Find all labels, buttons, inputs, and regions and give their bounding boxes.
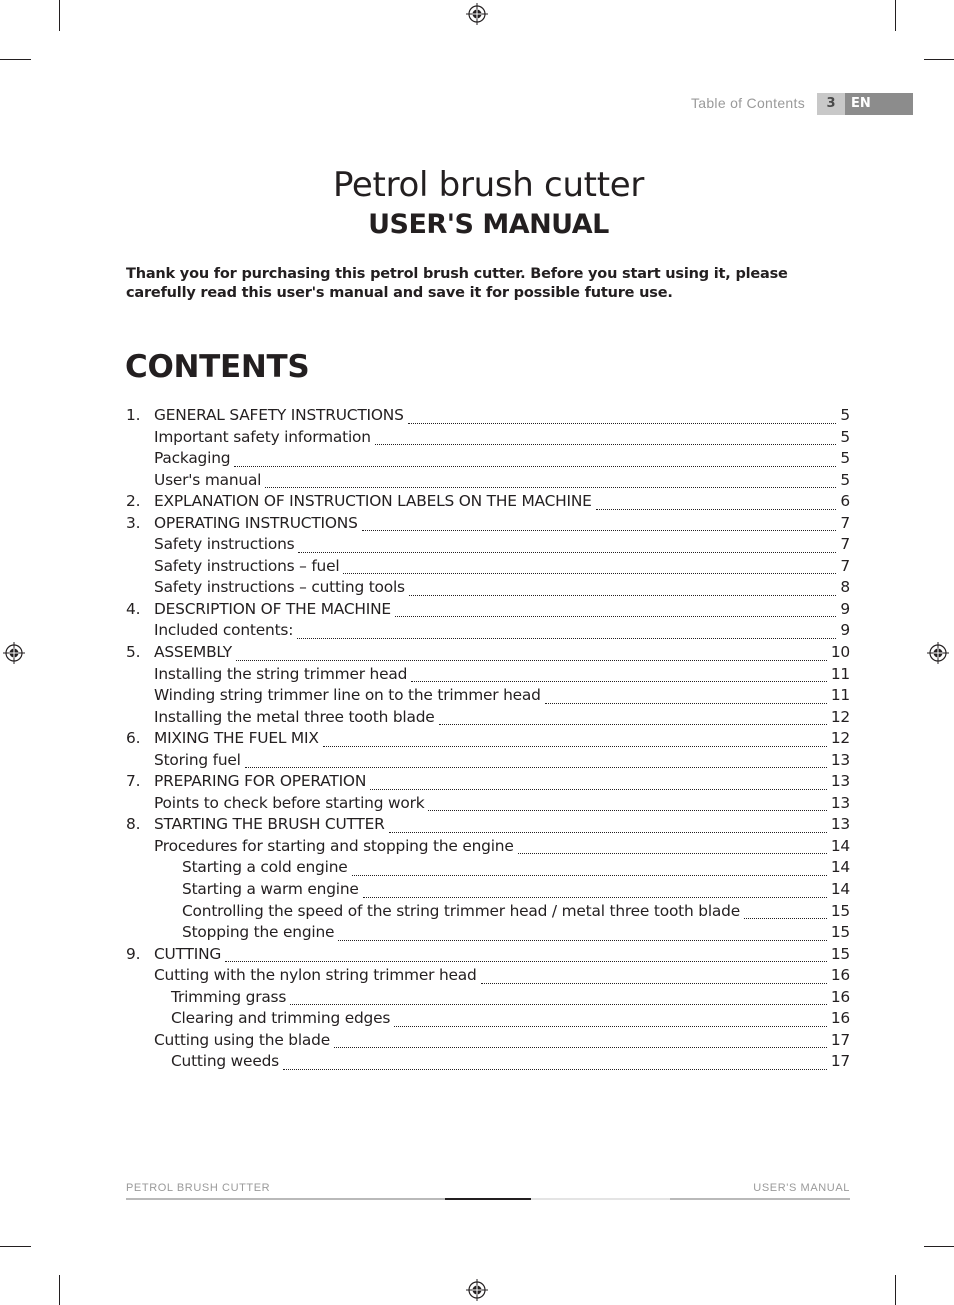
table-of-contents xyxy=(126,406,850,1074)
contents-heading: CONTENTS xyxy=(125,349,310,385)
toc-entry xyxy=(126,578,850,600)
crop-mark xyxy=(895,1275,896,1305)
toc-dot-leader xyxy=(481,983,827,984)
toc-entry-title: Installing the string trimmer head xyxy=(154,664,408,683)
toc-dot-leader xyxy=(408,423,837,424)
toc-dot-leader xyxy=(352,875,827,876)
toc-entry-title: Included contents: xyxy=(154,621,294,640)
toc-dot-leader xyxy=(290,1004,827,1005)
crop-mark xyxy=(924,59,954,60)
toc-entry-number: 5. xyxy=(126,643,141,662)
intro-paragraph: Thank you for purchasing this petrol brush cutter. Before you start using it, please carefully read this user's manual and save it for possible future use. xyxy=(126,266,788,301)
toc-entry-page: 15 xyxy=(830,944,850,963)
crop-mark xyxy=(59,0,60,31)
toc-dot-leader xyxy=(518,853,827,854)
toc-entry xyxy=(126,729,850,751)
toc-entry xyxy=(126,449,850,471)
toc-entry-page: 11 xyxy=(830,686,850,705)
registration-mark-icon xyxy=(466,3,488,25)
registration-mark-icon xyxy=(466,1279,488,1301)
toc-dot-leader xyxy=(334,1047,827,1048)
toc-entry-title: Packaging xyxy=(154,449,231,468)
toc-dot-leader xyxy=(409,595,837,596)
toc-entry-page: 13 xyxy=(830,772,850,791)
footer-manual-label: USER'S MANUAL xyxy=(753,1182,850,1194)
toc-dot-leader xyxy=(265,487,836,488)
toc-entry-title: Stopping the engine xyxy=(182,923,335,942)
document-title: Petrol brush cutter xyxy=(332,165,645,205)
toc-entry xyxy=(126,837,850,859)
toc-dot-leader xyxy=(375,444,837,445)
toc-dot-leader xyxy=(298,552,836,553)
toc-entry-title: Points to check before starting work xyxy=(154,793,425,812)
section-label: Table of Contents xyxy=(690,95,805,111)
toc-entry-title: OPERATING INSTRUCTIONS xyxy=(154,513,358,532)
toc-entry xyxy=(126,471,850,493)
toc-entry-number: 3. xyxy=(126,513,141,532)
footer-rule xyxy=(531,1198,670,1200)
toc-entry-title: Cutting weeds xyxy=(171,1052,279,1071)
toc-entry-page: 12 xyxy=(830,729,850,748)
toc-dot-leader xyxy=(225,961,827,962)
toc-entry-page: 14 xyxy=(830,858,850,877)
toc-entry-number: 8. xyxy=(126,815,141,834)
footer-rule xyxy=(670,1198,850,1200)
toc-entry-page: 5 xyxy=(840,406,850,424)
toc-entry-page: 5 xyxy=(840,470,850,489)
toc-entry-title: Controlling the speed of the string trimmer head / metal three tooth blade xyxy=(182,901,740,920)
toc-entry-title: Installing the metal three tooth blade xyxy=(154,707,435,726)
toc-entry-page: 11 xyxy=(830,664,850,683)
toc-entry-title: ASSEMBLY xyxy=(154,643,232,662)
toc-entry-page: 16 xyxy=(830,987,850,1006)
toc-entry xyxy=(126,988,850,1010)
toc-entry-page: 16 xyxy=(830,1009,850,1028)
toc-entry xyxy=(126,535,850,557)
toc-dot-leader xyxy=(363,897,827,898)
toc-entry-page: 13 xyxy=(830,750,850,769)
toc-entry-number: 2. xyxy=(126,492,141,511)
footer-rule xyxy=(445,1198,531,1200)
toc-entry xyxy=(126,923,850,945)
toc-entry-page: 17 xyxy=(830,1030,850,1049)
toc-entry xyxy=(126,428,850,450)
toc-entry xyxy=(126,708,850,730)
toc-entry-page: 7 xyxy=(840,513,850,532)
toc-entry-number: 4. xyxy=(126,599,141,618)
crop-mark xyxy=(0,59,31,60)
toc-entry xyxy=(126,557,850,579)
registration-mark-icon xyxy=(3,642,25,664)
toc-entry-page: 8 xyxy=(840,578,850,597)
toc-entry-title: GENERAL SAFETY INSTRUCTIONS xyxy=(154,406,404,424)
toc-entry xyxy=(126,406,850,428)
toc-entry-page: 16 xyxy=(830,966,850,985)
toc-dot-leader xyxy=(362,530,837,531)
toc-entry-page: 6 xyxy=(840,492,850,511)
toc-entry-page: 9 xyxy=(840,599,850,618)
toc-entry-page: 14 xyxy=(830,836,850,855)
toc-entry xyxy=(126,600,850,622)
toc-entry xyxy=(126,1031,850,1053)
toc-dot-leader xyxy=(545,703,827,704)
footer-rule xyxy=(126,1198,445,1200)
toc-entry xyxy=(126,514,850,536)
toc-dot-leader xyxy=(389,832,827,833)
toc-entry-page: 10 xyxy=(830,643,850,662)
toc-entry xyxy=(126,621,850,643)
toc-entry xyxy=(126,880,850,902)
toc-entry xyxy=(126,1052,850,1074)
crop-mark xyxy=(924,1246,954,1247)
toc-entry-page: 5 xyxy=(840,449,850,468)
toc-entry-title: Cutting with the nylon string trimmer head xyxy=(154,966,477,985)
toc-entry-title: DESCRIPTION OF THE MACHINE xyxy=(154,599,391,618)
toc-entry-title: EXPLANATION OF INSTRUCTION LABELS ON THE MACHINE xyxy=(154,492,592,511)
toc-entry xyxy=(126,815,850,837)
toc-entry-page: 13 xyxy=(830,815,850,834)
toc-entry-title: Important safety information xyxy=(154,427,371,446)
toc-entry-title: Starting a warm engine xyxy=(182,880,359,899)
toc-dot-leader xyxy=(323,746,827,747)
toc-entry xyxy=(126,492,850,514)
toc-entry xyxy=(126,772,850,794)
toc-dot-leader xyxy=(245,767,827,768)
toc-entry-title: Cutting using the blade xyxy=(154,1030,330,1049)
toc-entry xyxy=(126,686,850,708)
toc-dot-leader xyxy=(297,638,836,639)
toc-entry-title: Safety instructions – fuel xyxy=(154,556,340,575)
toc-entry-page: 14 xyxy=(830,880,850,899)
toc-entry-title: Winding string trimmer line on to the trimmer head xyxy=(154,686,541,705)
language-badge: EN xyxy=(845,93,913,115)
toc-entry-title: Safety instructions xyxy=(154,535,295,554)
toc-entry xyxy=(126,858,850,880)
toc-entry xyxy=(126,966,850,988)
toc-entry-title: User's manual xyxy=(154,470,262,489)
toc-dot-leader xyxy=(596,509,837,510)
toc-entry xyxy=(126,643,850,665)
crop-mark xyxy=(0,1246,31,1247)
toc-dot-leader xyxy=(370,789,827,790)
toc-entry-title: Procedures for starting and stopping the engine xyxy=(154,836,514,855)
toc-entry-page: 12 xyxy=(830,707,850,726)
toc-entry-title: Clearing and trimming edges xyxy=(171,1009,391,1028)
toc-entry xyxy=(126,751,850,773)
toc-entry-page: 15 xyxy=(830,923,850,942)
toc-entry xyxy=(126,665,850,687)
toc-dot-leader xyxy=(283,1069,827,1070)
toc-entry-page: 7 xyxy=(840,556,850,575)
toc-entry-page: 15 xyxy=(830,901,850,920)
toc-entry-title: CUTTING xyxy=(154,944,222,963)
toc-entry-title: MIXING THE FUEL MIX xyxy=(154,729,319,748)
toc-entry-title: Starting a cold engine xyxy=(182,858,348,877)
toc-dot-leader xyxy=(395,616,836,617)
crop-mark xyxy=(59,1275,60,1305)
document-subtitle: USER'S MANUAL xyxy=(368,209,609,240)
footer-product-name: PETROL BRUSH CUTTER xyxy=(126,1182,271,1194)
toc-entry xyxy=(126,1009,850,1031)
toc-entry-page: 5 xyxy=(840,427,850,446)
toc-entry xyxy=(126,945,850,967)
toc-dot-leader xyxy=(744,918,827,919)
toc-entry-page: 17 xyxy=(830,1052,850,1071)
toc-entry-title: STARTING THE BRUSH CUTTER xyxy=(154,815,385,834)
toc-dot-leader xyxy=(343,573,836,574)
toc-entry-page: 13 xyxy=(830,793,850,812)
registration-mark-icon xyxy=(927,642,949,664)
toc-entry-number: 7. xyxy=(126,772,141,791)
toc-entry xyxy=(126,794,850,816)
page-number: 3 xyxy=(817,93,845,115)
toc-dot-leader xyxy=(394,1026,827,1027)
toc-dot-leader xyxy=(428,810,826,811)
toc-dot-leader xyxy=(411,681,827,682)
toc-entry-title: PREPARING FOR OPERATION xyxy=(154,772,367,791)
toc-dot-leader xyxy=(338,940,827,941)
toc-entry-number: 1. xyxy=(126,406,141,424)
toc-entry-title: Storing fuel xyxy=(154,750,241,769)
toc-dot-leader xyxy=(236,660,827,661)
toc-entry-page: 7 xyxy=(840,535,850,554)
crop-mark xyxy=(895,0,896,31)
toc-entry xyxy=(126,902,850,924)
toc-entry-number: 6. xyxy=(126,729,141,748)
toc-entry-page: 9 xyxy=(840,621,850,640)
toc-entry-number: 9. xyxy=(126,944,141,963)
toc-dot-leader xyxy=(439,724,827,725)
toc-entry-title: Trimming grass xyxy=(171,987,287,1006)
toc-entry-title: Safety instructions – cutting tools xyxy=(154,578,405,597)
toc-dot-leader xyxy=(234,466,836,467)
